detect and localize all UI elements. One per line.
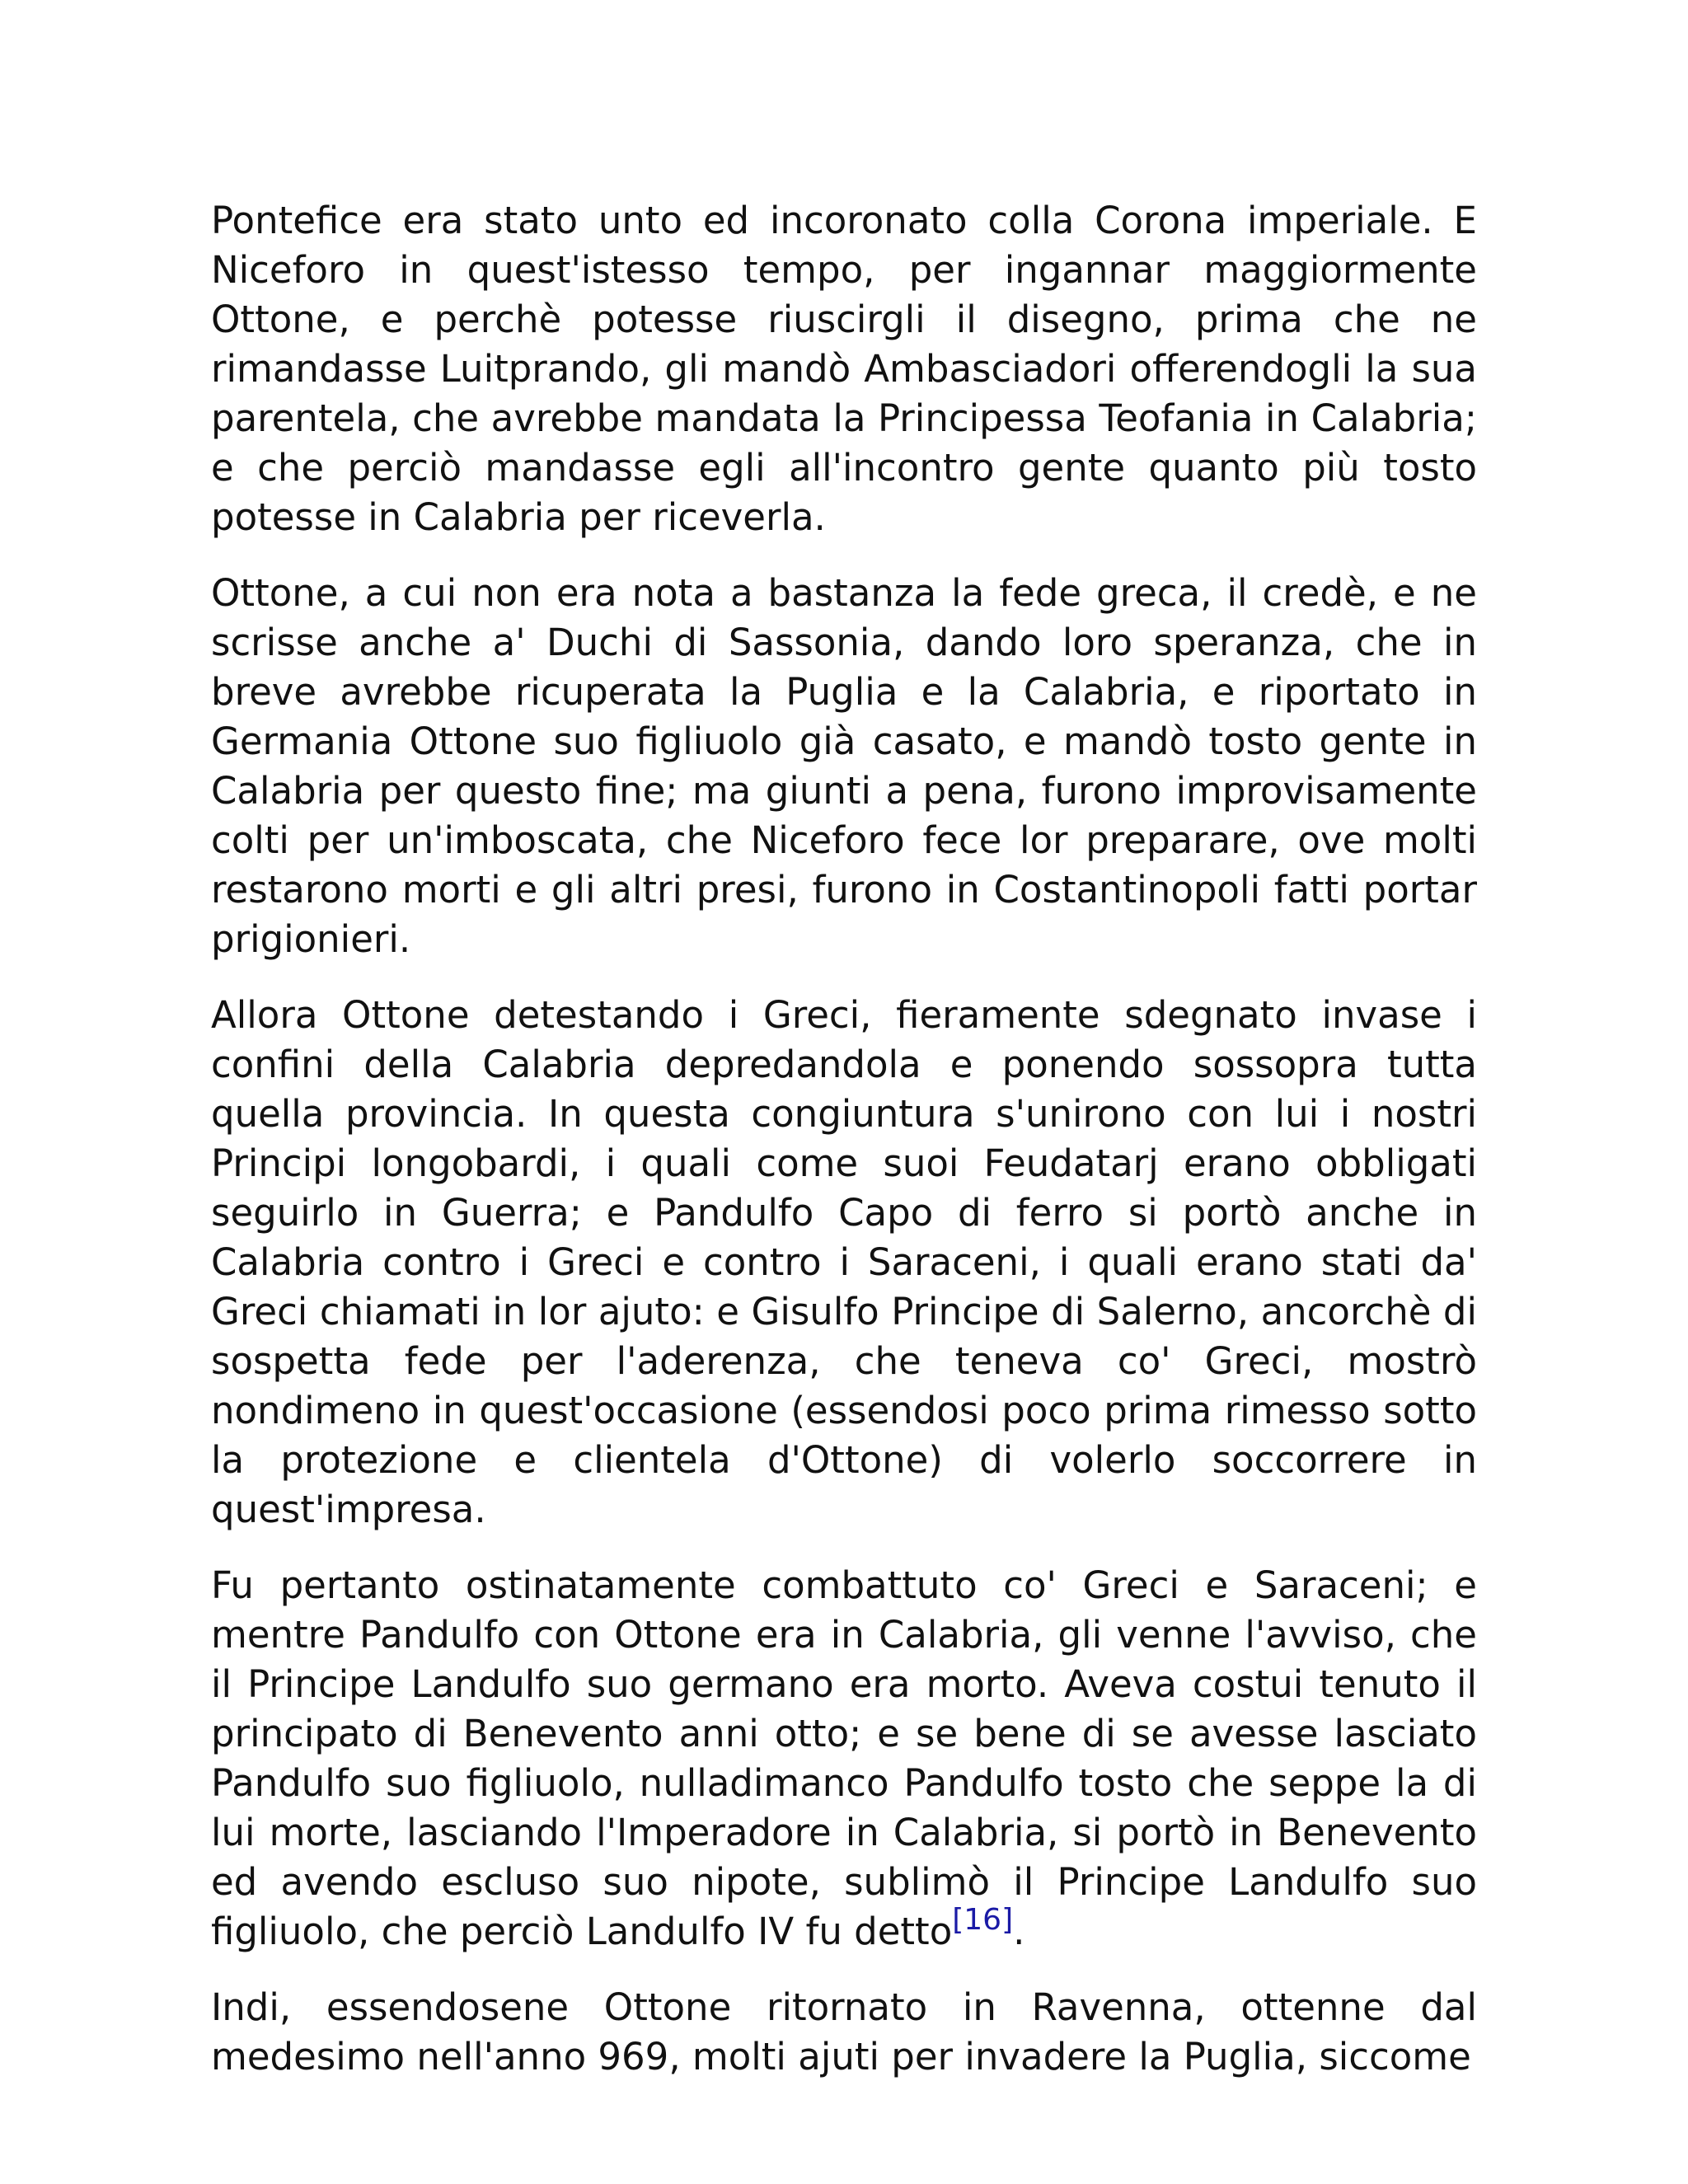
paragraph-3: Allora Ottone detestando i Greci, fieramente sdegnato invase i confini della Calabria depredandola e ponendo sossopra tutta quella provincia. In questa congiuntura s'unirono con lui i nostri Principi longobardi, i quali come suoi Feudatarj erano obbligati seguirlo in Guerra; e Pandulfo Capo di ferro si portò anche in Calabria contro i Greci e contro i Saraceni, i quali erano stati da' Greci chiamati in lor ajuto: e Gisulfo Principe di Salerno, ancorchè di sospetta fede per l'aderenza, che teneva co' Greci, mostrò nondimeno in quest'occasione (essendosi poco prima rimesso sotto la protezione e clientela d'Ottone) di volerlo soccorrere in quest'impresa.	[211, 993, 1477, 1531]
paragraph-1: Pontefice era stato unto ed incoronato colla Corona imperiale. E Niceforo in quest'istesso tempo, per ingannar maggiormente Ottone, e perchè potesse riuscirgli il disegno, prima che ne rimandasse Luitprando, gli mandò Ambasciadori offerendogli la sua parentela, che avrebbe mandata la Principessa Teofania in Calabria; e che perciò mandasse egli all'incontro gente quanto più tosto potesse in Calabria per riceverla.	[211, 199, 1477, 539]
paragraph-5: Indi, essendosene Ottone ritornato in Ravenna, ottenne dal medesimo nell'anno 969, molti ajuti per invadere la Puglia, siccome	[211, 1985, 1477, 2079]
paragraph-4-text: Fu pertanto ostinatamente combattuto co' Greci e Saraceni; e mentre Pandulfo con Ottone era in Calabria, gli venne l'avviso, che il Principe Landulfo suo germano era morto. Aveva costui tenuto il principato di Benevento anni otto; e se bene di se avesse lasciato Pandulfo suo figliuolo, nulladimanco Pandulfo tosto che seppe la di lui morte, lasciando l'Imperadore in Calabria, si portò in Benevento ed avendo escluso suo nipote, sublimò il Principe Landulfo suo figliuolo, che perciò Landulfo IV fu detto	[211, 1563, 1477, 1953]
paragraph-4	[211, 1561, 1477, 1957]
paragraph-2: Ottone, a cui non era nota a bastanza la fede greca, il credè, e ne scrisse anche a' Duchi di Sassonia, dando loro speranza, che in breve avrebbe ricuperata la Puglia e la Calabria, e riportato in Germania Ottone suo figliuolo già casato, e mandò tosto gente in Calabria per questo fine; ma giunti a pena, furono improvisamente colti per un'imboscata, che Niceforo fece lor preparare, ove molti restarono morti e gli altri presi, furono in Costantinopoli fatti portar prigionieri.	[211, 571, 1477, 961]
document-page	[211, 196, 1477, 2108]
footnote-link-16[interactable]: [16]	[952, 1903, 1014, 1937]
paragraph-4-tail: .	[1013, 1910, 1025, 1953]
